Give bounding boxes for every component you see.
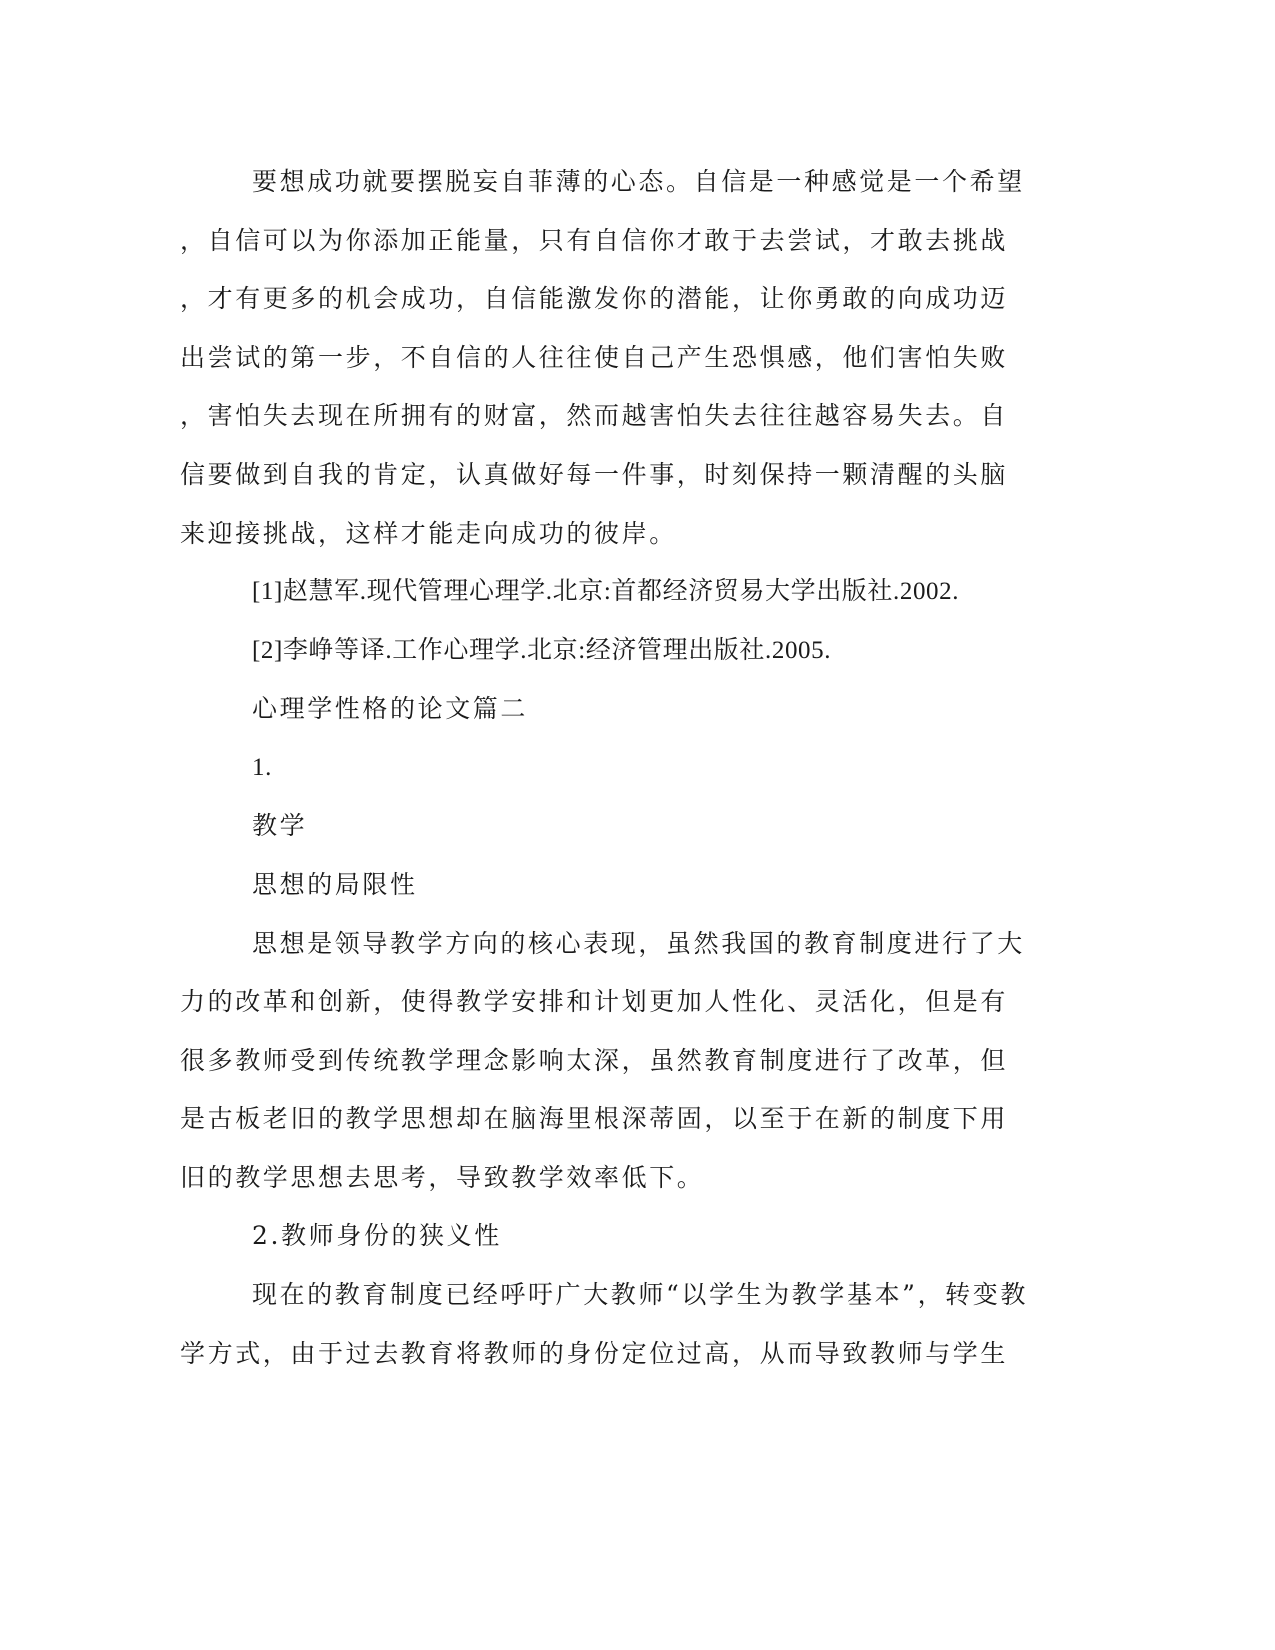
reference-1: [1]赵慧军.现代管理心理学.北京:首都经济贸易大学出版社.2002. <box>252 578 960 605</box>
paragraph-1-line-6: 信要做到自我的肯定，认真做好每一件事，时刻保持一颗清醒的头脑 <box>180 460 1009 489</box>
reference-2: [2]李峥等译.工作心理学.北京:经济管理出版社.2005. <box>252 637 832 664</box>
paragraph-1-line-4: 出尝试的第一步，不自信的人往往使自己产生恐惧感，他们害怕失败 <box>180 343 1009 372</box>
paragraph-1-line-3: ，才有更多的机会成功，自信能激发你的潜能，让你勇敢的向成功迈 <box>180 284 1009 313</box>
paragraph-2-line-3: 很多教师受到传统教学理念影响太深，虽然教育制度进行了改革，但 <box>180 1046 1009 1075</box>
heading-fragment-limitation: 思想的局限性 <box>252 870 418 899</box>
heading-fragment-teaching: 教学 <box>252 811 308 840</box>
subheading-teacher-identity: 2.教师身份的狭义性 <box>252 1221 502 1250</box>
list-number-1: 1. <box>252 754 272 781</box>
paragraph-1-line-2: ，自信可以为你添加正能量，只有自信你才敢于去尝试，才敢去挑战 <box>180 226 1009 255</box>
paragraph-2-line-2: 力的改革和创新，使得教学安排和计划更加人性化、灵活化，但是有 <box>180 987 1009 1016</box>
paragraph-1-line-1: 要想成功就要摆脱妄自菲薄的心态。自信是一种感觉是一个希望 <box>252 167 1025 196</box>
paragraph-1-line-7: 来迎接挑战，这样才能走向成功的彼岸。 <box>180 519 677 548</box>
paragraph-3-line-1: 现在的教育制度已经呼吁广大教师“以学生为教学基本”，转变教 <box>252 1280 1028 1309</box>
paragraph-1-line-5: ，害怕失去现在所拥有的财富，然而越害怕失去往往越容易失去。自 <box>180 401 1009 430</box>
paragraph-2-line-1: 思想是领导教学方向的核心表现，虽然我国的教育制度进行了大 <box>252 929 1025 958</box>
paragraph-2-line-4: 是古板老旧的教学思想却在脑海里根深蒂固，以至于在新的制度下用 <box>180 1104 1009 1133</box>
paragraph-3-line-2: 学方式，由于过去教育将教师的身份定位过高，从而导致教师与学生 <box>180 1339 1009 1368</box>
paragraph-2-line-5: 旧的教学思想去思考，导致教学效率低下。 <box>180 1163 705 1192</box>
section-title: 心理学性格的论文篇二 <box>252 694 529 723</box>
